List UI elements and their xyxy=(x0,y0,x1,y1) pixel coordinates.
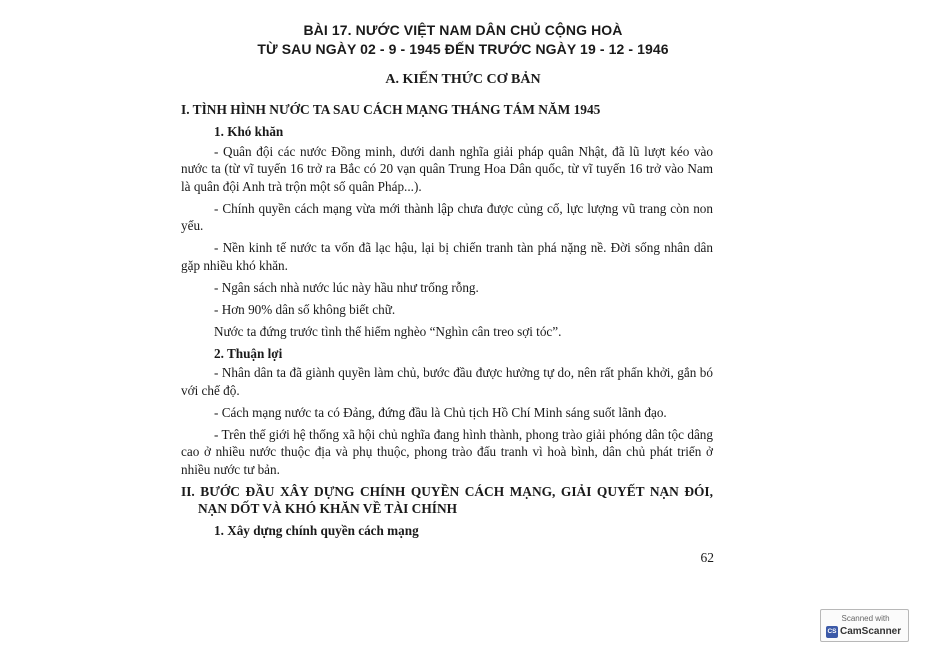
watermark-caption: Scanned with xyxy=(841,614,890,623)
camscanner-logo-icon: CS xyxy=(826,626,838,638)
document-body xyxy=(181,101,713,542)
paragraph: - Hơn 90% dân số không biết chữ. xyxy=(214,301,396,317)
part1-sub1-heading: 1. Khó khăn xyxy=(214,124,284,139)
paragraph: - Chính quyền cách mạng vừa mới thành lập chưa được củng cố, lực lượng vũ trang còn non yếu. xyxy=(181,200,713,233)
part1-heading: I. TÌNH HÌNH NƯỚC TA SAU CÁCH MẠNG THÁNG TÁM NĂM 1945 xyxy=(181,102,601,117)
camscanner-watermark xyxy=(820,609,909,642)
lesson-title-line1: BÀI 17. NƯỚC VIỆT NAM DÂN CHỦ CỘNG HOÀ xyxy=(303,22,623,38)
paragraph: - Trên thế giới hệ thống xã hội chủ nghĩa đang hình thành, phong trào giải phóng dân tộc dâng cao ở nhiều nước thuộc địa và phụ thuộc, phong trào đấu tranh vì hoà bình, dân chủ phát triển ở nhiều nước tư bản. xyxy=(181,426,713,477)
watermark-brand: CamScanner xyxy=(840,626,902,637)
part1-sub2-heading: 2. Thuận lợi xyxy=(214,345,283,361)
paragraph: - Nền kinh tế nước ta vốn đã lạc hậu, lại bị chiến tranh tàn phá nặng nề. Đời sống nhân dân gặp nhiều khó khăn. xyxy=(181,240,713,273)
paragraph: - Nhân dân ta đã giành quyền làm chủ, bước đầu được hưởng tự do, nên rất phấn khởi, gắn bó với chế độ. xyxy=(181,365,713,398)
page-number: 62 xyxy=(700,550,714,565)
paragraph: - Cách mạng nước ta có Đảng, đứng đầu là Chủ tịch Hồ Chí Minh sáng suốt lãnh đạo. xyxy=(214,404,667,420)
paragraph: Nước ta đứng trước tình thế hiểm nghèo “Nghìn cân treo sợi tóc”. xyxy=(214,323,562,339)
part2-heading: II. BƯỚC ĐẦU XÂY DỰNG CHÍNH QUYỀN CÁCH MẠNG, GIẢI QUYẾT NẠN ĐÓI, NẠN DỐT VÀ KHÓ KHĂN VỀ TÀI CHÍNH xyxy=(181,483,713,516)
paragraph: - Ngân sách nhà nước lúc này hầu như trống rỗng. xyxy=(214,279,479,295)
paragraph: - Quân đội các nước Đồng minh, dưới danh nghĩa giải pháp quân Nhật, đã lũ lượt kéo vào nước ta (từ vĩ tuyến 16 trở ra Bắc có 20 vạn quân Trung Hoa Dân quốc, từ vĩ tuyến 16 trở vào Nam là quân đội Anh trà trộn một số quân Pháp...). xyxy=(181,143,713,194)
lesson-title-line2: TỪ SAU NGÀY 02 - 9 - 1945 ĐẾN TRƯỚC NGÀY 19 - 12 - 1946 xyxy=(257,41,669,57)
section-heading: A. KIẾN THỨC CƠ BẢN xyxy=(385,72,541,87)
part2-sub1-heading: 1. Xây dựng chính quyền cách mạng xyxy=(214,523,419,538)
